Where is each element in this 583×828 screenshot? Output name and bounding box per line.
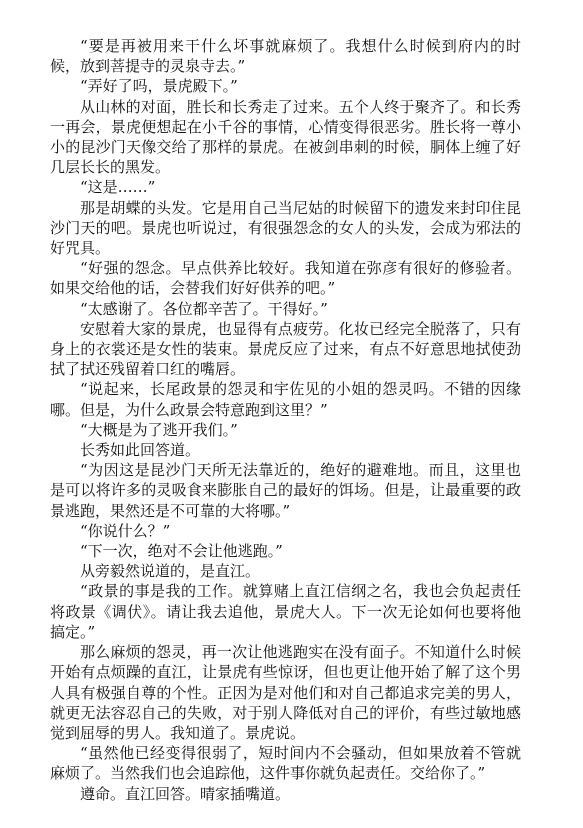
paragraph: “大概是为了逃开我们。” [80,420,238,439]
paragraph: “政景的事是我的工作。就算赌上直江信纲之名，我也会负起责任将政景《调伏》。请让我去追他，景虎大人。下一次无论如何也要将他搞定。” [50,582,521,641]
paragraph: 长秀如此回答道。 [80,441,201,460]
paragraph: “太感谢了。各位都辛苦了。干得好。” [80,299,328,318]
paragraph: “为因这是昆沙门天所无法靠近的，绝好的避难地。而且，这里也是可以将许多的灵吸食来膨胀自己的最好的饵场。但是，让最重要的政景逃跑，果然还是不可靠的大将哪。” [50,461,521,520]
paragraph: “你说什么？” [80,521,171,540]
paragraph: “这是……” [80,178,156,197]
paragraph: 从山林的对面，胜长和长秀走了过来。五个人终于聚齐了。和长秀一再会，景虎便想起在小千谷的事情，心情变得很恶劣。胜长将一尊小小的昆沙门天像交给了那样的景虎。在被剑串刺的时候，胴体上缠了好几层长长的黑发。 [50,97,521,177]
paragraph: “说起来，长尾政景的怨灵和宇佐见的小姐的怨灵吗。不错的因缘哪。但是，为什么政景会特意跑到这里？” [50,380,521,419]
paragraph: 安慰着大家的景虎，也显得有点疲劳。化妆已经完全脱落了，只有身上的衣裳还是女性的装束。景虎反应了过来，有点不好意思地拭使劲拭了拭还残留着口红的嘴唇。 [50,319,521,379]
paragraph: 那么麻烦的怨灵，再一次让他逃跑实在没有面子。不知道什么时候开始有点烦躁的直江，让景虎有些惊讶，但也更让他开始了解了这个男人具有极强自尊的个性。正因为是对他们和对自己都追求完美的男人，就更无法容忍自己的失败，对于别人降低对自己的评价，有些过敏地感觉到屈辱的男人。我知道了。景虎说。 [50,643,521,742]
paragraph: “虽然他已经变得很弱了，短时间内不会骚动，但如果放着不管就麻烦了。当然我们也会追踪他，这件事你就负起责任。交给你了。” [50,744,521,783]
paragraph: 遵命。直江回答。晴家插嘴道。 [80,784,291,803]
paragraph: 那是胡蝶的头发。它是用自己当尼姑的时候留下的遗发来封印住昆沙门天的吧。景虎也听说过，有很强怨念的女人的头发，会成为邪法的好咒具。 [50,198,521,258]
paragraph: “弄好了吗，景虎殿下。” [80,77,238,96]
paragraph: “好强的怨念。早点供养比较好。我知道在弥彦有很好的修验者。如果交给他的话，会替我们好好供养的吧。” [50,259,521,298]
paragraph: “要是再被用来干什么坏事就麻烦了。我想什么时候到府内的时候，放到菩提寺的灵泉寺去。” [50,37,521,76]
paragraph: “下一次，绝对不会让他逃跑。” [80,542,283,561]
paragraph: 从旁毅然说道的，是直江。 [80,562,261,581]
